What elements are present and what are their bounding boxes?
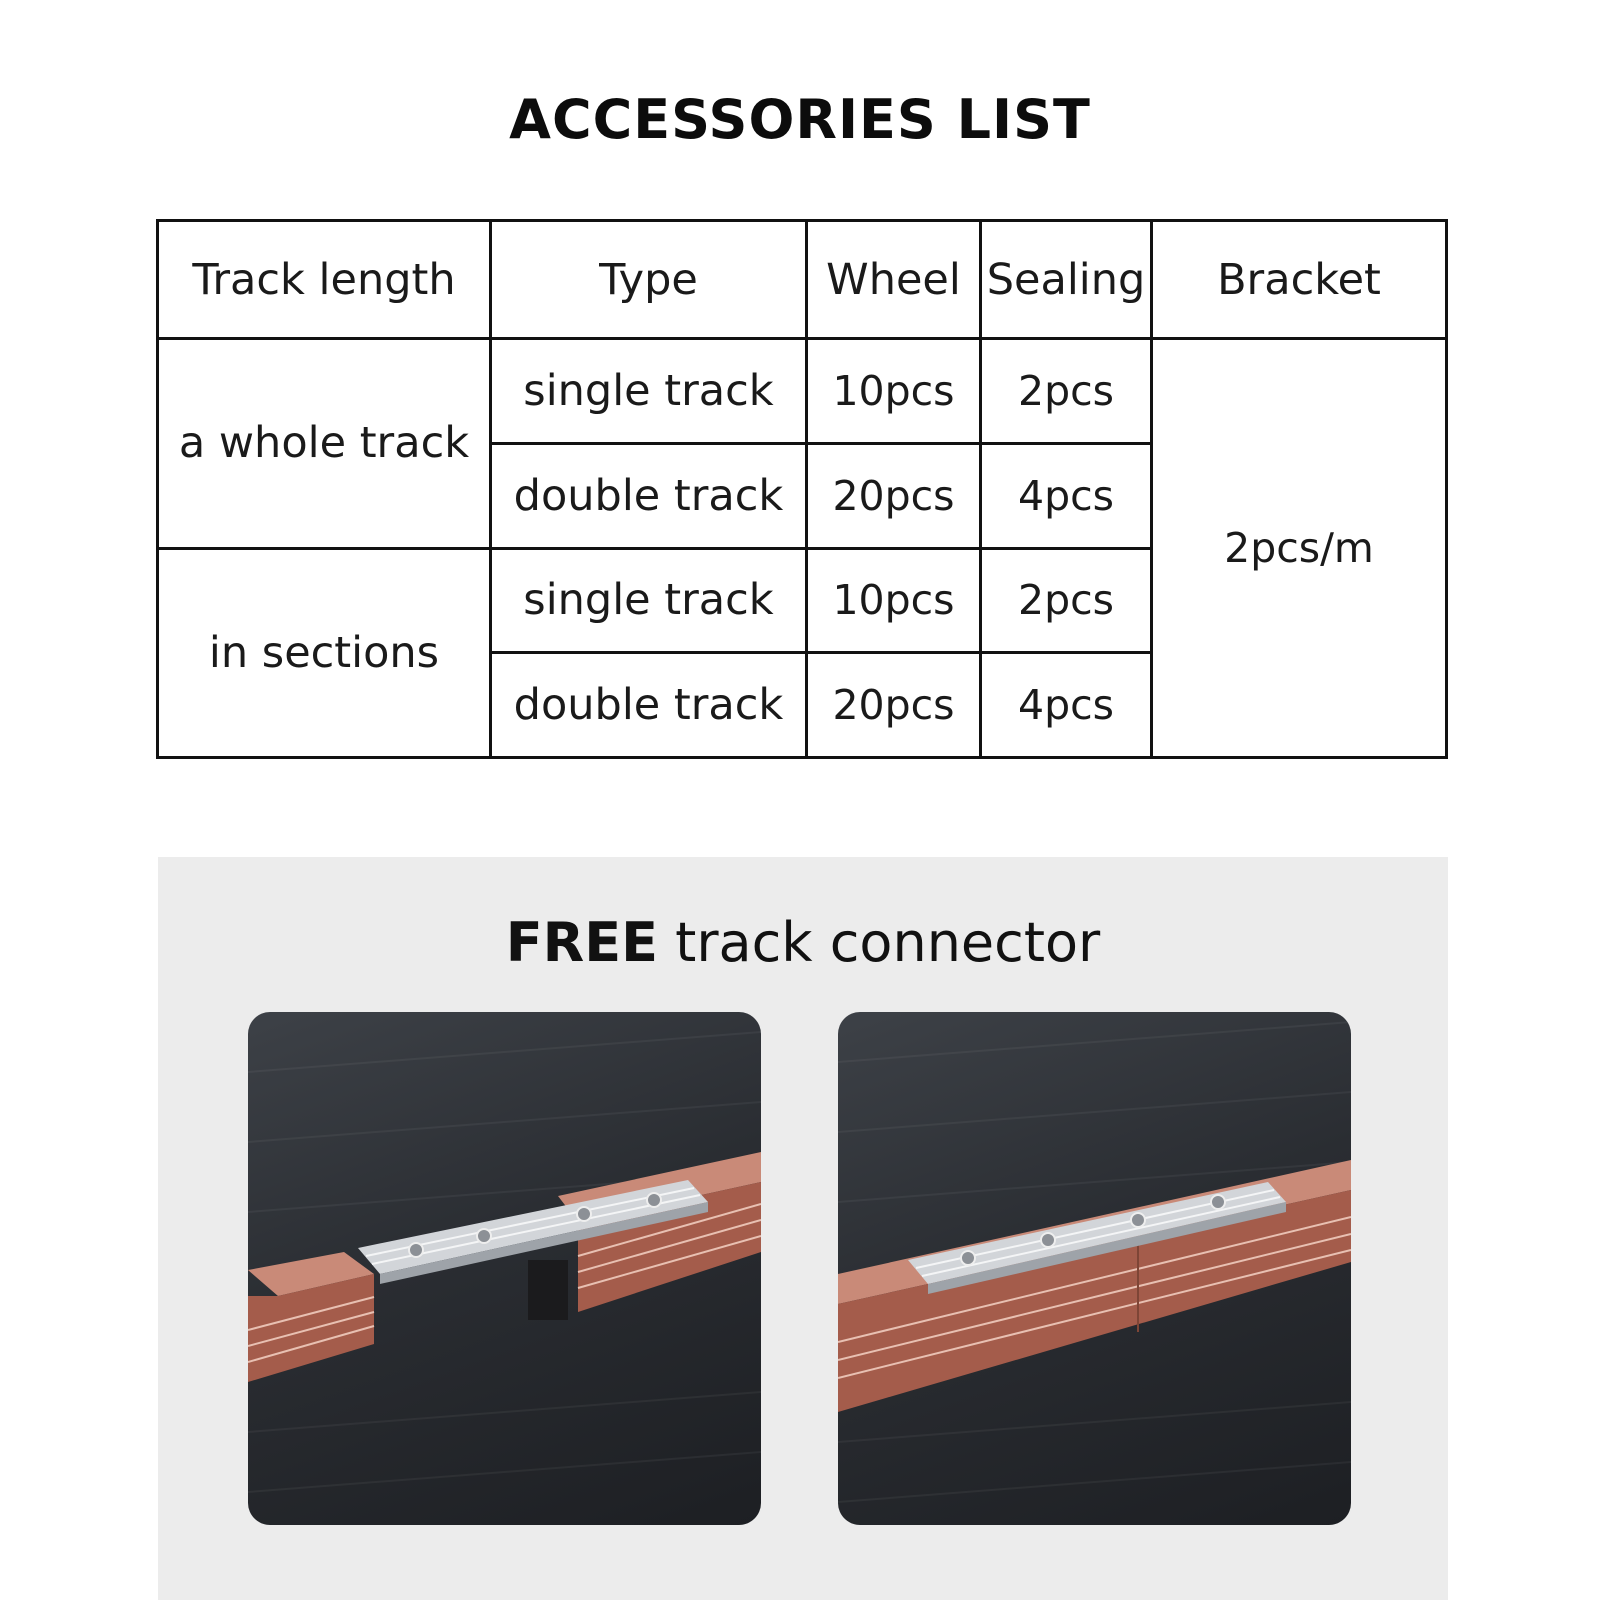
cell-wheel: 10pcs (807, 548, 981, 653)
cell-type: single track (491, 339, 807, 444)
cell-sealing: 4pcs (981, 443, 1152, 548)
cell-bracket: 2pcs/m (1152, 339, 1447, 758)
promo-title-rest: track connector (675, 911, 1101, 974)
cell-sealing: 2pcs (981, 339, 1152, 444)
accessories-table (156, 219, 1448, 759)
table-header-row (158, 221, 1447, 339)
track-connector-illustration (248, 1012, 761, 1525)
table-row (158, 339, 1447, 444)
cell-wheel: 20pcs (807, 443, 981, 548)
cell-wheel: 10pcs (807, 339, 981, 444)
cell-sealing: 2pcs (981, 548, 1152, 653)
promo-panel (158, 857, 1448, 1600)
header-type: Type (491, 221, 807, 339)
header-bracket: Bracket (1152, 221, 1447, 339)
cell-type: double track (491, 653, 807, 758)
promo-title (158, 911, 1448, 974)
cell-sealing: 4pcs (981, 653, 1152, 758)
cell-type: single track (491, 548, 807, 653)
cell-wheel: 20pcs (807, 653, 981, 758)
header-track-length: Track length (158, 221, 491, 339)
header-sealing: Sealing (981, 221, 1152, 339)
connector-photo-joined (838, 1012, 1351, 1525)
track-connector-joined-illustration (838, 1012, 1351, 1525)
connector-photo-separated (248, 1012, 761, 1525)
header-wheel: Wheel (807, 221, 981, 339)
page-title: ACCESSORIES LIST (509, 88, 1091, 151)
promo-title-bold: FREE (505, 911, 658, 974)
cell-track-length: in sections (158, 548, 491, 758)
cell-type: double track (491, 443, 807, 548)
cell-track-length: a whole track (158, 339, 491, 549)
